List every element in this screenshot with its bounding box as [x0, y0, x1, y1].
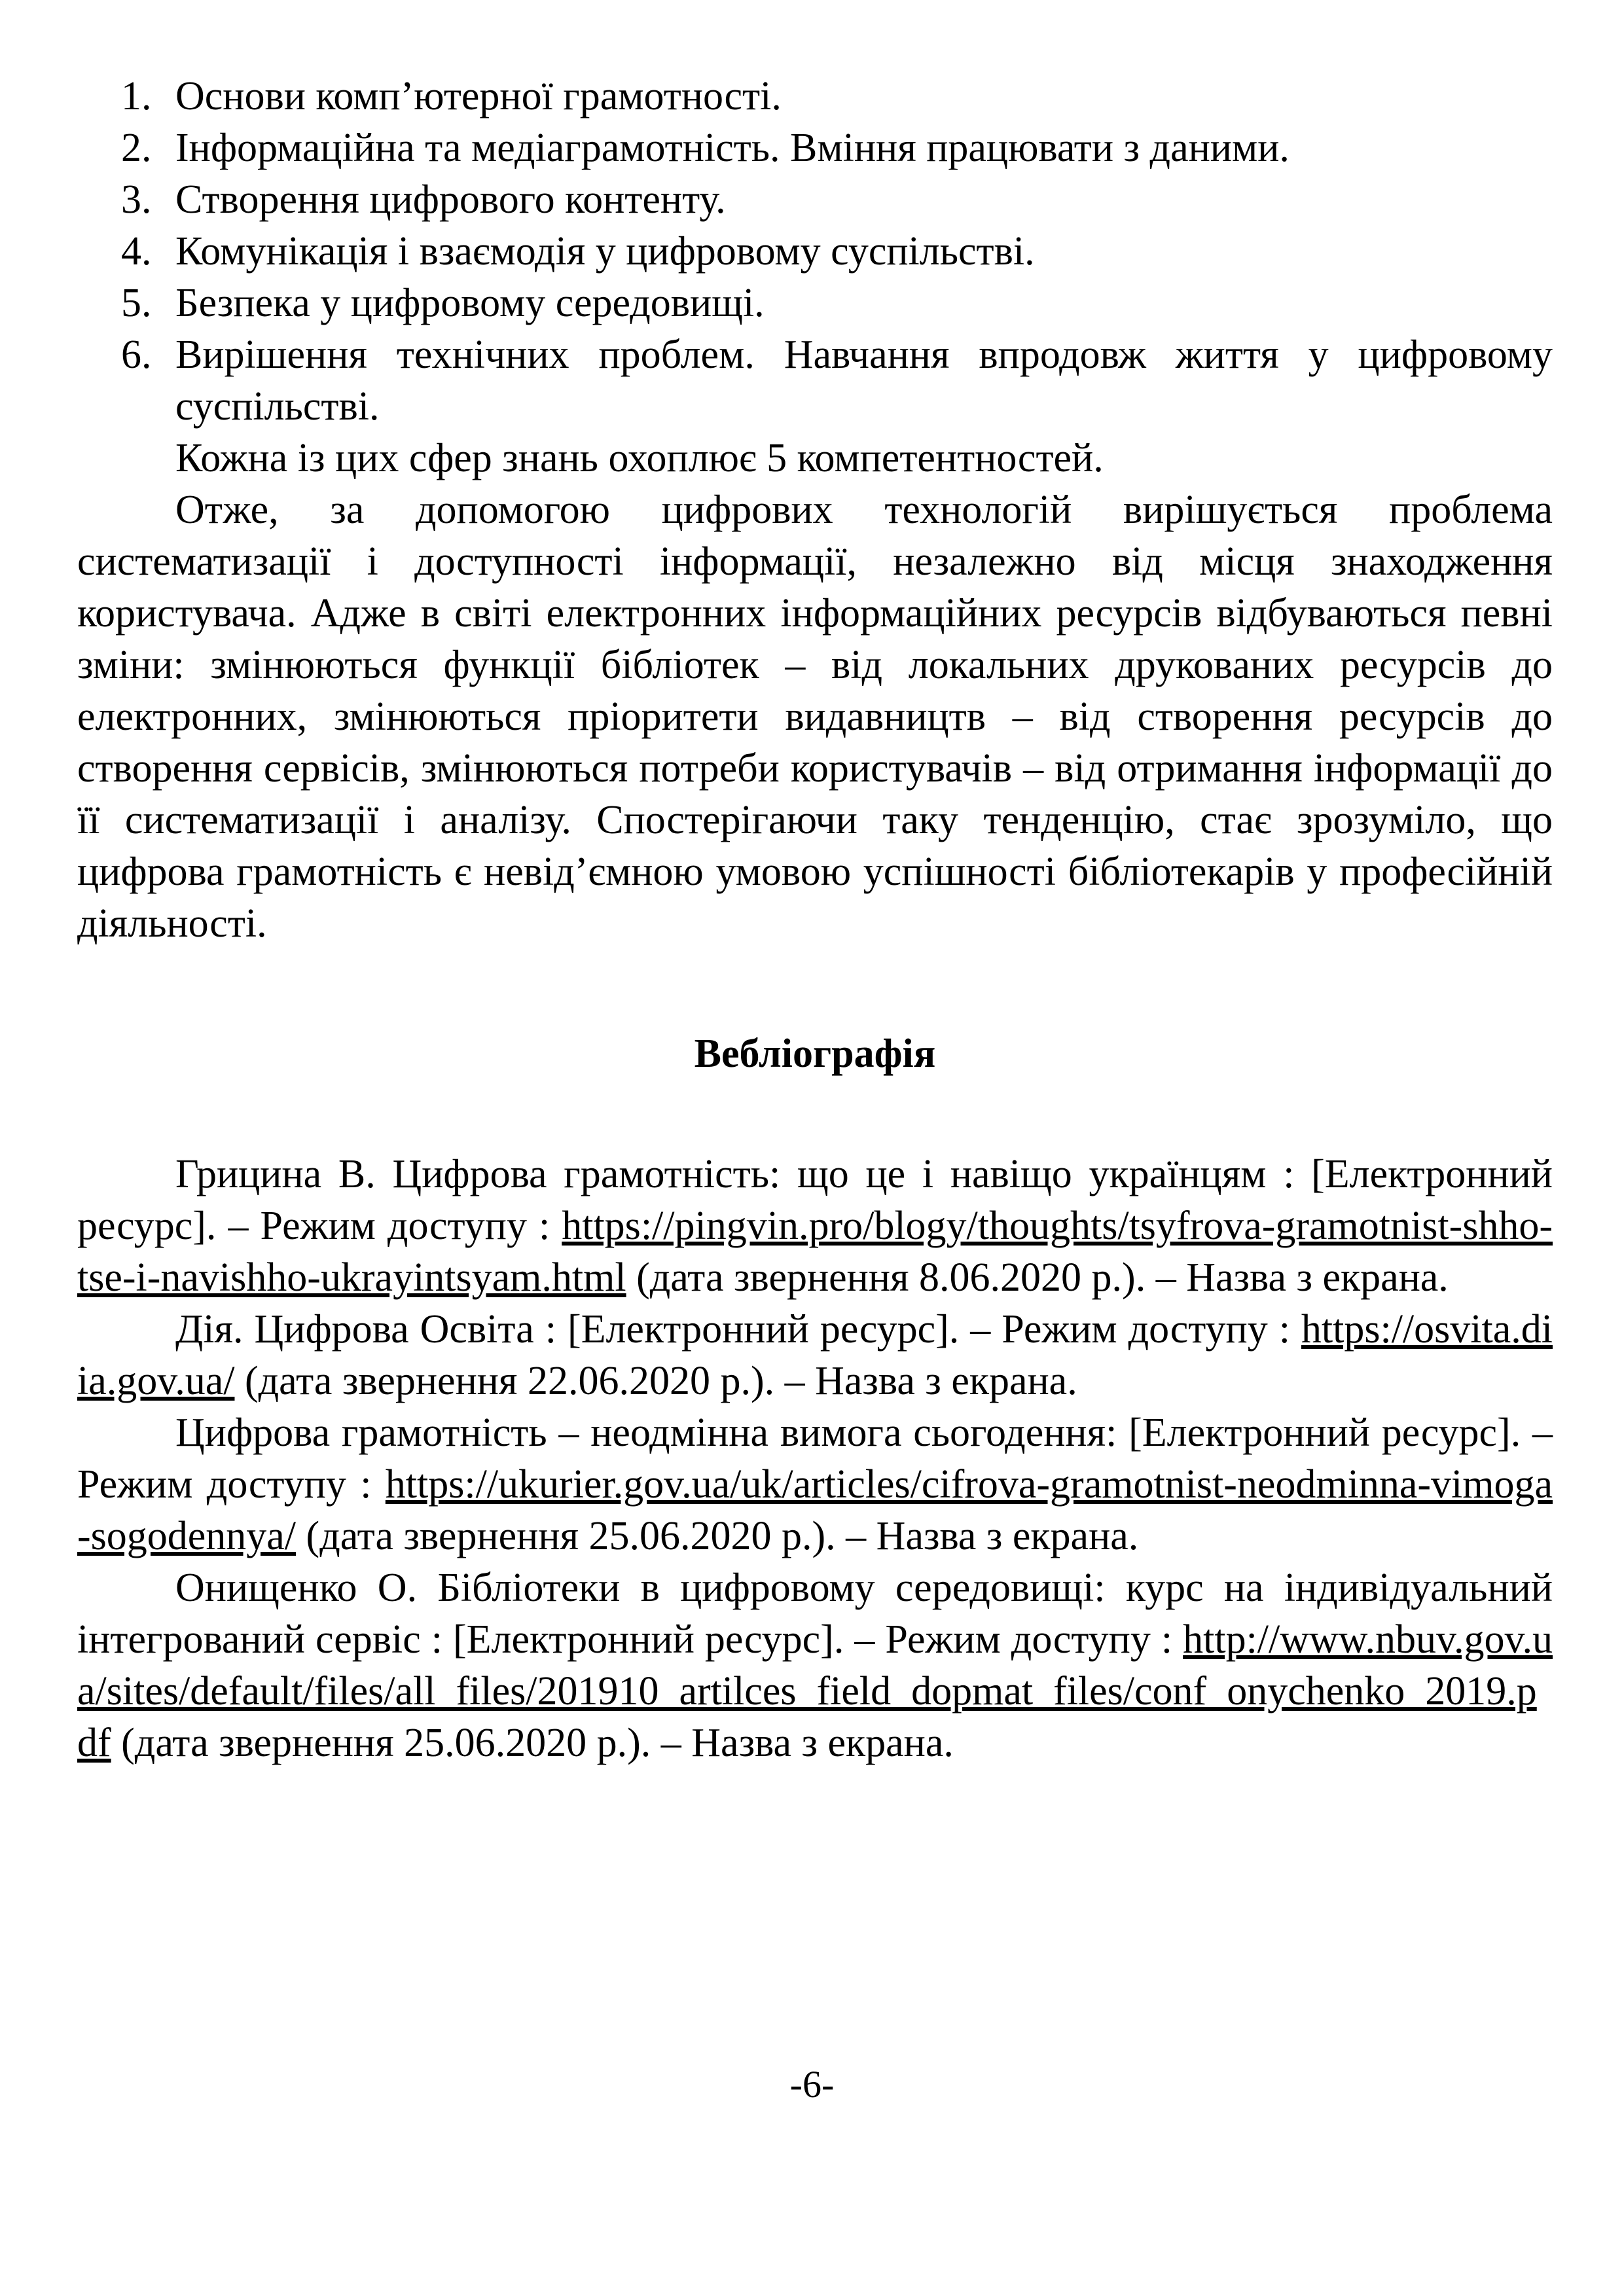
references-list — [77, 1149, 1553, 1769]
reference-entry — [77, 1562, 1553, 1769]
list-item-text: Основи комп’ютерної грамотності. — [175, 74, 782, 118]
list-item-number: 6. — [121, 332, 152, 377]
reference-entry — [77, 1407, 1553, 1562]
reference-text: Грицина В. Цифрова грамотність: що це і навіщо українцям : [Електронний ресурс]. – Режим доступу : — [77, 1152, 1553, 1248]
list-item — [121, 329, 1553, 433]
reference-text: Дія. Цифрова Освіта : [Електронний ресурс]. – Режим доступу : — [175, 1307, 1301, 1352]
page-number: -6- — [789, 2063, 835, 2106]
reference-date: (дата звернення 8.06.2020 р.). – Назва з екрана. — [626, 1255, 1449, 1300]
list-item-text: Комунікація і взаємодія у цифровому суспільстві. — [175, 229, 1035, 274]
section-heading: Вебліографія — [694, 1031, 936, 1076]
list-item — [121, 122, 1553, 174]
list-item-number: 1. — [121, 74, 152, 118]
list-item-text: Створення цифрового контенту. — [175, 177, 726, 222]
list-item-number: 2. — [121, 126, 152, 170]
list-item-number: 5. — [121, 281, 152, 325]
page-content — [77, 71, 1553, 1769]
heading-spacer — [77, 1080, 1553, 1149]
reference-link[interactable]: https://pingvin.pro/blogy/thoughts/tsyfrova-gramotnist-shho-tse-i-navishho-ukrayintsyam.html — [77, 1204, 1553, 1300]
list-item-number: 3. — [121, 177, 152, 222]
reference-date: (дата звернення 25.06.2020 р.). – Назва з екрана. — [111, 1721, 954, 1765]
list-item — [121, 226, 1553, 278]
body-paragraph-competences: Кожна із цих сфер знань охоплює 5 компетентностей. — [175, 436, 1104, 480]
competence-spheres-list — [77, 71, 1553, 433]
reference-date: (дата звернення 25.06.2020 р.). – Назва з екрана. — [296, 1514, 1139, 1558]
reference-date: (дата звернення 22.06.2020 р.). – Назва з екрана. — [234, 1359, 1077, 1403]
list-item-text: Безпека у цифровому середовищі. — [175, 281, 765, 325]
reference-link[interactable]: http://www.nbuv.gov.ua/sites/default/files/all_files/201910_artilces_field_dopmat_files/conf_onychenko_2019.pdf — [77, 1617, 1553, 1765]
reference-entry — [77, 1304, 1553, 1407]
list-item-text: Інформаційна та медіаграмотність. Вміння працювати з даними. — [175, 126, 1290, 170]
list-item — [121, 278, 1553, 329]
list-item — [121, 174, 1553, 226]
list-item — [121, 71, 1553, 122]
body-paragraph-conclusion: Отже, за допомогою цифрових технологій вирішується проблема систематизації і доступності інформації, незалежно від місця знаходження користувача. Адже в світі електронних інформаційних ресурсів відбуваються певні зміни: змінюються функції бібліотек – від локальних друкованих ресурсів до електронних, змінюються пріоритети видавництв – від створення ресурсів до створення сервісів, змінюються потреби користувачів – від отримання інформації до її систематизації і аналізу. Спостерігаючи таку тенденцію, стає зрозуміло, що цифрова грамотність є невід’ємною умовою успішності бібліотекарів у професійній діяльності. — [77, 488, 1553, 946]
section-spacer — [77, 950, 1553, 1028]
list-item-number: 4. — [121, 229, 152, 274]
list-item-text: Вирішення технічних проблем. Навчання впродовж життя у цифровому суспільстві. — [175, 332, 1553, 429]
reference-entry — [77, 1149, 1553, 1304]
reference-link[interactable]: https://ukurier.gov.ua/uk/articles/cifrova-gramotnist-neodminna-vimoga-sogodennya/ — [77, 1462, 1553, 1558]
reference-text: Цифрова грамотність – неодмінна вимога сьогодення: [Електронний ресурс]. – Режим доступу : — [77, 1410, 1553, 1507]
reference-text: Онищенко О. Бібліотеки в цифровому середовищі: курс на індивідуальний інтегрований сервіс : [Електронний ресурс]. – Режим доступу : — [77, 1566, 1553, 1662]
reference-link[interactable]: https://osvita.diia.gov.ua/ — [77, 1307, 1553, 1403]
